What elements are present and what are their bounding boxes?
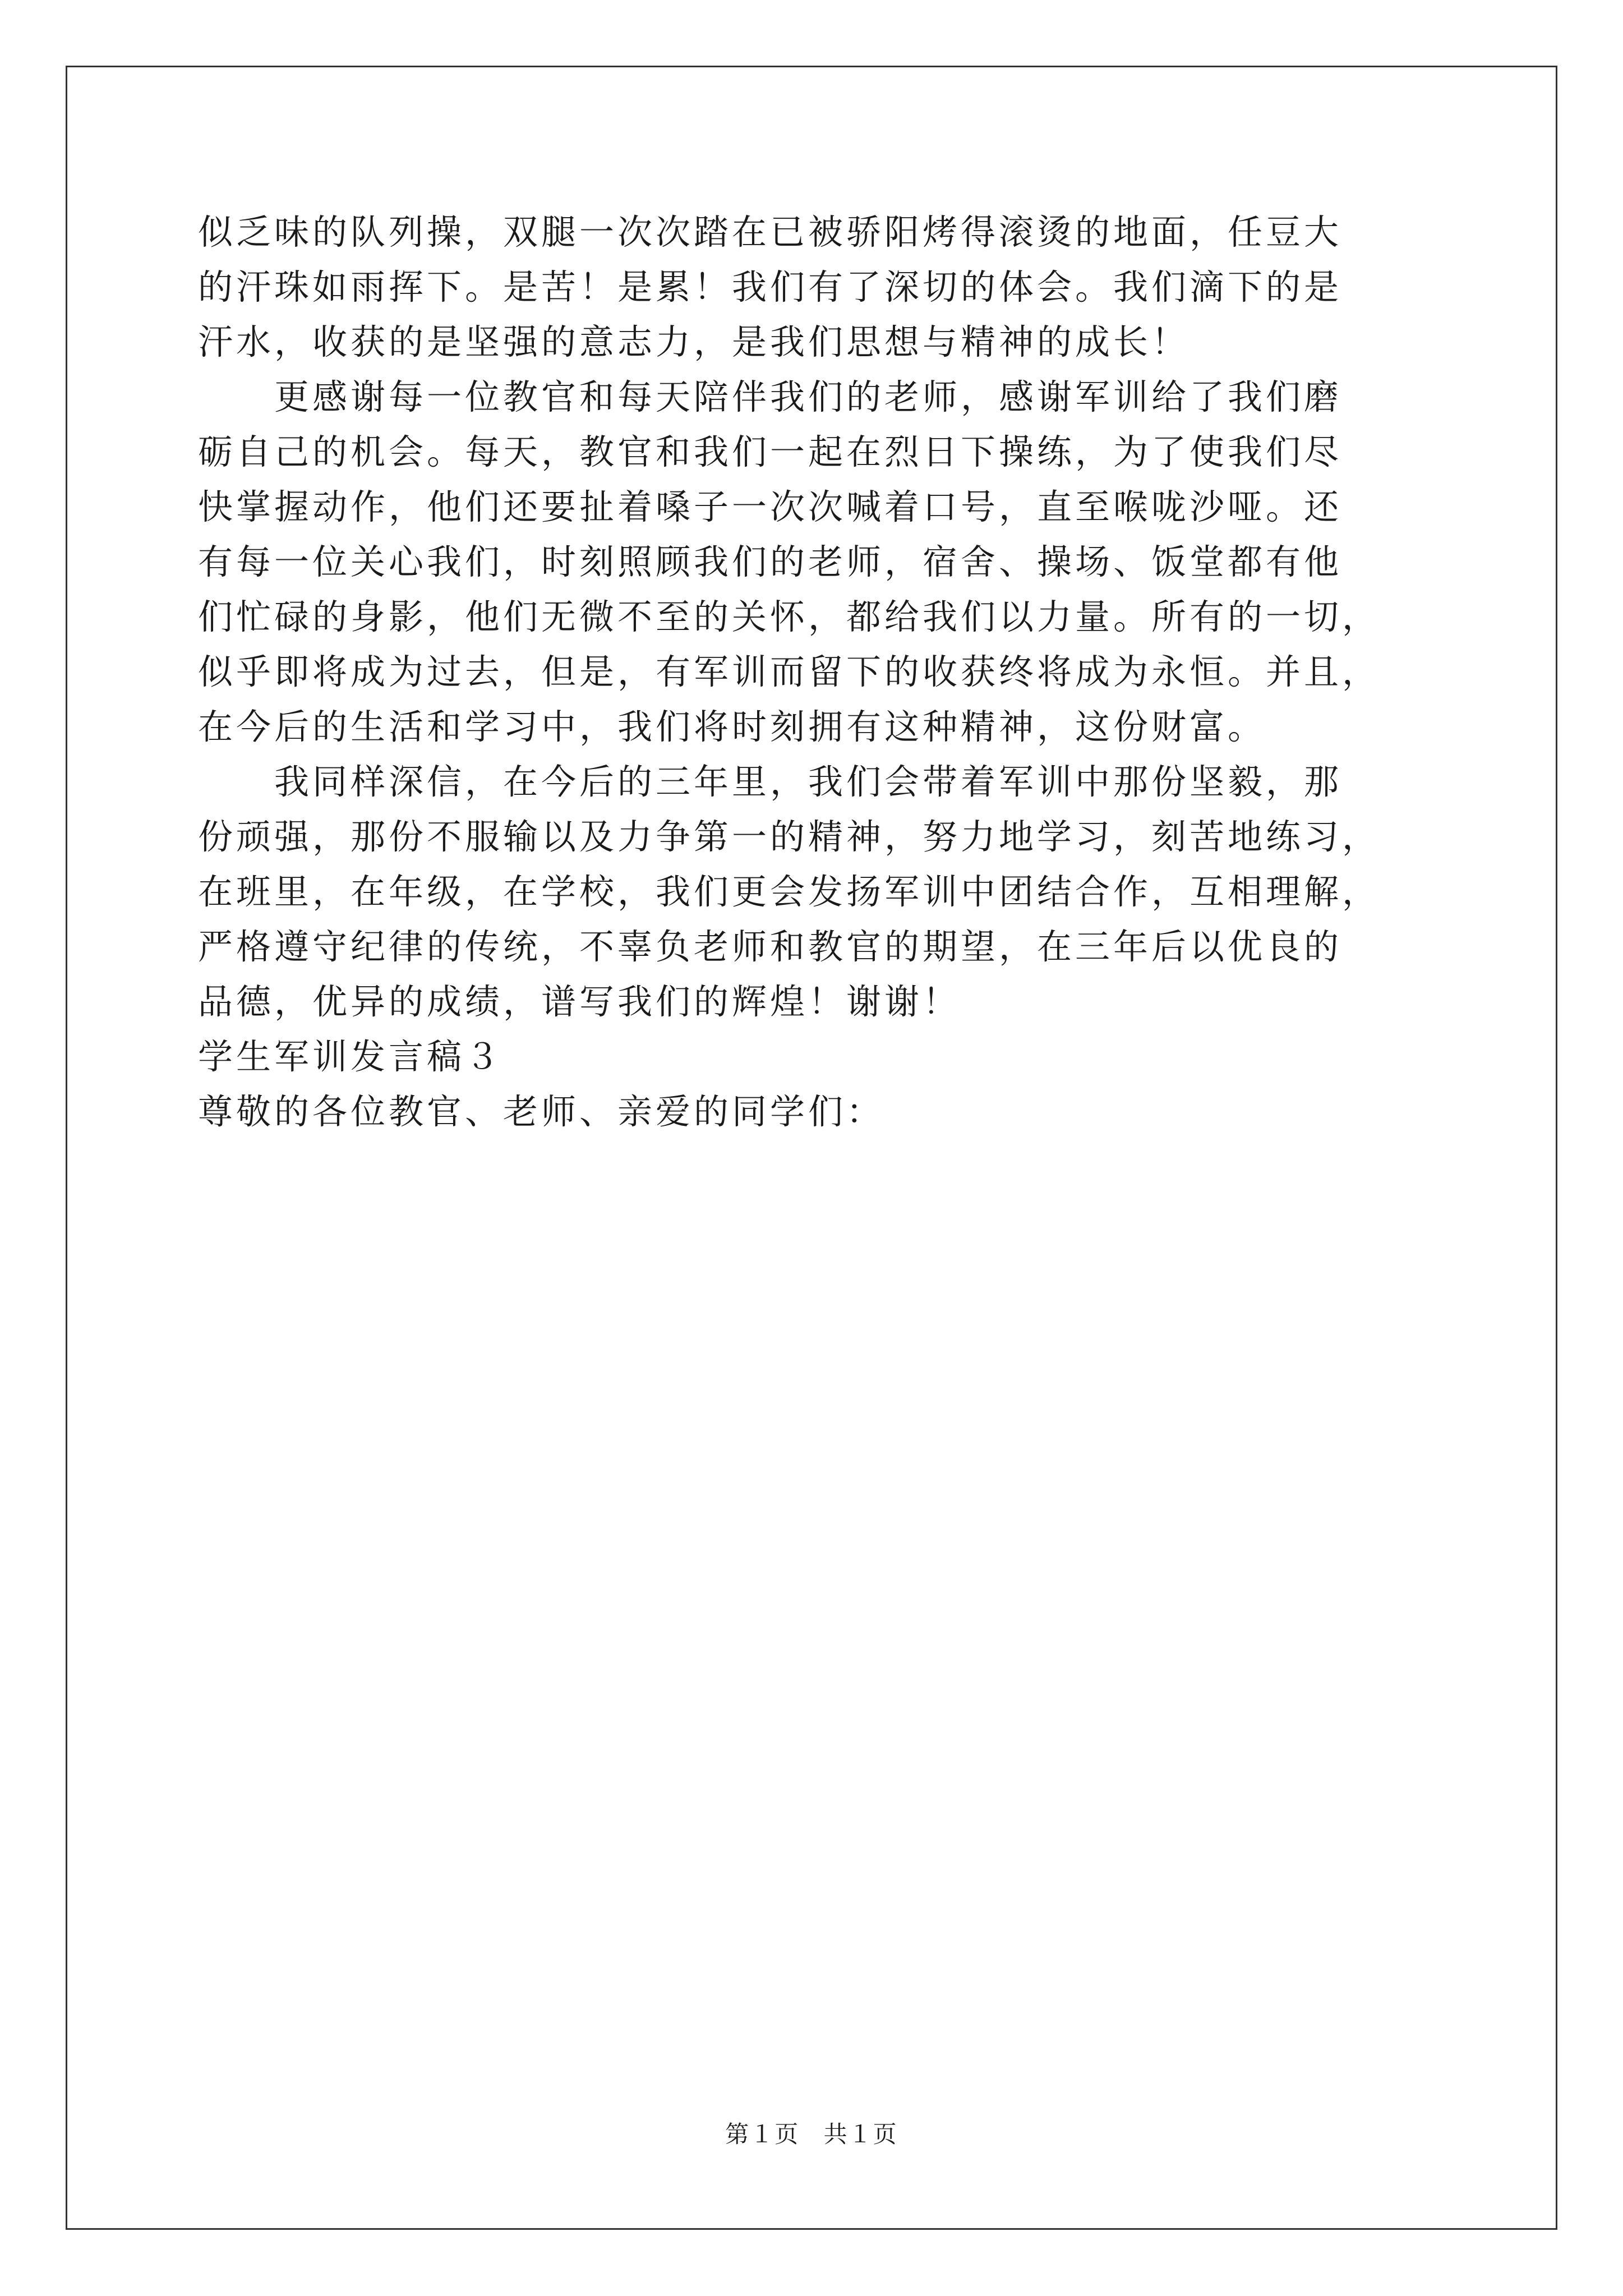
text-line: 在班里，在年级，在学校，我们更会发扬军训中团结合作，互相理解， xyxy=(198,871,1381,912)
text-line: 砺自己的机会。每天，教官和我们一起在烈日下操练，为了使我们尽 xyxy=(198,431,1343,472)
text-line: 汗水，收获的是坚强的意志力，是我们思想与精神的成长！ xyxy=(198,321,1190,362)
section-title: 学生军训发言稿３ xyxy=(198,1036,504,1077)
paragraph-3 xyxy=(198,754,1432,1029)
document-body xyxy=(198,205,1432,1139)
text-line: 更感谢每一位教官和每天陪伴我们的老师，感谢军训给了我们磨 xyxy=(198,376,1343,417)
paragraph-1 xyxy=(198,205,1432,370)
text-line: 们忙碌的身影，他们无微不至的关怀，都给我们以力量。所有的一切， xyxy=(198,596,1381,637)
text-line: 严格遵守纪律的传统，不辜负老师和教官的期望，在三年后以优良的 xyxy=(198,926,1343,967)
page-total: 共１页 xyxy=(823,2120,898,2148)
text-line: 的汗珠如雨挥下。是苦！是累！我们有了深切的体会。我们滴下的是 xyxy=(198,266,1343,307)
paragraph-2 xyxy=(198,370,1432,754)
text-line: 快掌握动作，他们还要扯着嗓子一次次喊着口号，直至喉咙沙哑。还 xyxy=(198,486,1343,527)
text-line: 我同样深信，在今后的三年里，我们会带着军训中那份坚毅，那 xyxy=(198,761,1343,802)
text-line: 在今后的生活和学习中，我们将时刻拥有这种精神，这份财富。 xyxy=(198,706,1266,747)
page-footer xyxy=(0,2116,1623,2150)
page-number: 第１页 xyxy=(725,2120,800,2148)
text-line: 有每一位关心我们，时刻照顾我们的老师，宿舍、操场、饭堂都有他 xyxy=(198,541,1343,582)
salutation: 尊敬的各位教官、老师、亲爱的同学们： xyxy=(198,1091,885,1132)
text-line: 份顽强，那份不服输以及力争第一的精神，努力地学习，刻苦地练习， xyxy=(198,816,1381,857)
text-line: 似乏味的队列操，双腿一次次踏在已被骄阳烤得滚烫的地面，任豆大 xyxy=(198,211,1343,252)
text-line: 似乎即将成为过去，但是，有军训而留下的收获终将成为永恒。并且， xyxy=(198,651,1381,692)
text-line: 品德，优异的成绩，谱写我们的辉煌！谢谢！ xyxy=(198,981,961,1022)
